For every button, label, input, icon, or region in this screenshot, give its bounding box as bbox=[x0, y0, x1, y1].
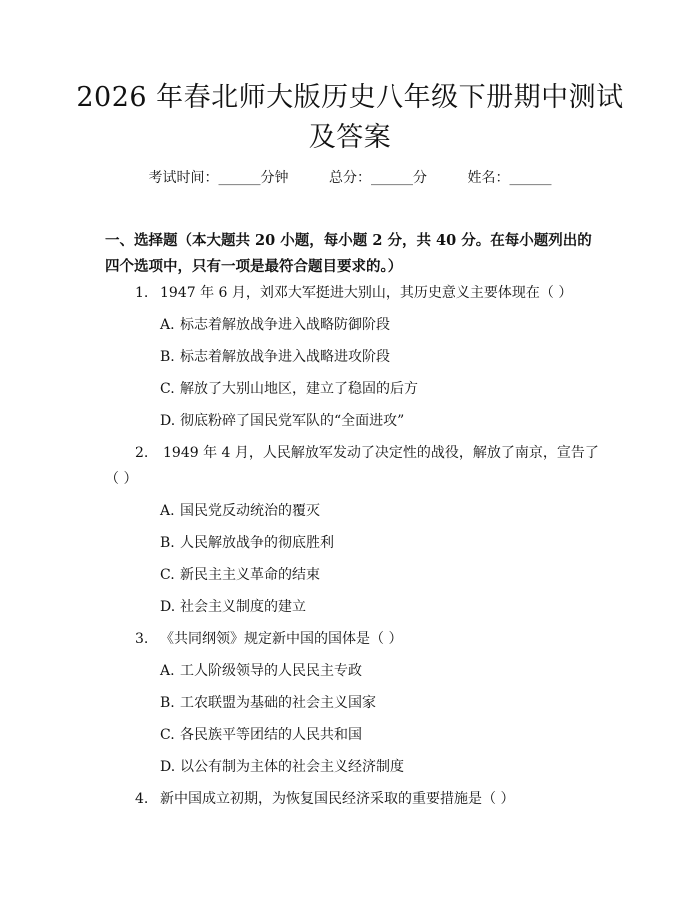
exam-time-unit: 分钟 bbox=[260, 170, 289, 186]
answer-option bbox=[105, 754, 600, 780]
option-letter: D. bbox=[160, 759, 176, 775]
answer-option bbox=[105, 408, 600, 434]
answer-option bbox=[105, 658, 600, 684]
answer-option bbox=[105, 562, 600, 588]
question-number: 2. bbox=[135, 445, 149, 461]
total-score-unit: 分 bbox=[413, 170, 427, 186]
question-text: 《共同纲领》规定新中国的国体是（ ） bbox=[160, 631, 403, 647]
option-text: 标志着解放战争进入战略进攻阶段 bbox=[180, 349, 390, 365]
question-stem bbox=[105, 280, 600, 306]
question-stem bbox=[105, 440, 600, 492]
total-score-field bbox=[329, 170, 431, 186]
option-letter: B. bbox=[160, 349, 175, 365]
exam-time-blank: ______ bbox=[218, 170, 261, 186]
question-text: 1947 年 6 月，刘邓大军挺进大别山，其历史意义主要体现在（ ） bbox=[160, 285, 573, 301]
total-score-label: 总分： bbox=[329, 170, 371, 186]
answer-option bbox=[105, 594, 600, 620]
question-number: 4. bbox=[135, 791, 149, 807]
question-stem bbox=[105, 626, 600, 652]
question-list bbox=[105, 280, 600, 818]
student-name-field bbox=[467, 170, 551, 186]
answer-option bbox=[105, 498, 600, 524]
question-text: 新中国成立初期，为恢复国民经济采取的重要措施是（ ） bbox=[160, 791, 515, 807]
option-letter: D. bbox=[160, 599, 176, 615]
answer-option bbox=[105, 344, 600, 370]
answer-option bbox=[105, 376, 600, 402]
section-heading: 一、选择题（本大题共 20 小题，每小题 2 分，共 40 分。在每小题列出的四个选项中，只有一项是最符合题目要求的。） bbox=[105, 232, 592, 275]
exam-info-line bbox=[0, 168, 700, 188]
option-letter: A. bbox=[160, 503, 175, 519]
option-letter: B. bbox=[160, 695, 175, 711]
exam-time-label: 考试时间： bbox=[148, 170, 219, 186]
answer-option bbox=[105, 722, 600, 748]
option-text: 解放了大别山地区，建立了稳固的后方 bbox=[180, 381, 418, 397]
exam-time-field bbox=[149, 170, 293, 186]
answer-option bbox=[105, 690, 600, 716]
question-number: 1. bbox=[135, 285, 149, 301]
option-letter: C. bbox=[160, 727, 175, 743]
student-name-blank: ______ bbox=[509, 170, 552, 186]
question-1 bbox=[105, 280, 600, 434]
document-title: 2026 年春北师大版历史八年级下册期中测试及答案 bbox=[76, 82, 624, 153]
option-text: 社会主义制度的建立 bbox=[180, 599, 306, 615]
option-text: 新民主主义革命的结束 bbox=[180, 567, 320, 583]
student-name-label: 姓名： bbox=[467, 170, 510, 186]
option-letter: C. bbox=[160, 381, 175, 397]
option-letter: B. bbox=[160, 535, 175, 551]
total-score-blank: ______ bbox=[371, 170, 413, 186]
option-text: 各民族平等团结的人民共和国 bbox=[180, 727, 362, 743]
option-text: 工农联盟为基础的社会主义国家 bbox=[180, 695, 376, 711]
option-text: 以公有制为主体的社会主义经济制度 bbox=[180, 759, 404, 775]
option-text: 人民解放战争的彻底胜利 bbox=[180, 535, 334, 551]
option-letter: C. bbox=[160, 567, 175, 583]
option-text: 工人阶级领导的人民民主专政 bbox=[180, 663, 362, 679]
question-text: 1949 年 4 月，人民解放军发动了决定性的战役，解放了南京，宣告了（ ） bbox=[105, 445, 599, 487]
question-number: 3. bbox=[135, 631, 149, 647]
option-letter: A. bbox=[160, 317, 175, 333]
question-4 bbox=[105, 786, 600, 812]
question-2 bbox=[105, 440, 600, 620]
option-text: 标志着解放战争进入战略防御阶段 bbox=[180, 317, 390, 333]
answer-option bbox=[105, 312, 600, 338]
answer-option bbox=[105, 530, 600, 556]
question-3 bbox=[105, 626, 600, 780]
option-text: 国民党反动统治的覆灭 bbox=[180, 503, 320, 519]
option-letter: D. bbox=[160, 413, 176, 429]
option-text: 彻底粉碎了国民党军队的“全面进攻” bbox=[180, 413, 405, 429]
question-stem bbox=[105, 786, 600, 812]
option-letter: A. bbox=[160, 663, 175, 679]
